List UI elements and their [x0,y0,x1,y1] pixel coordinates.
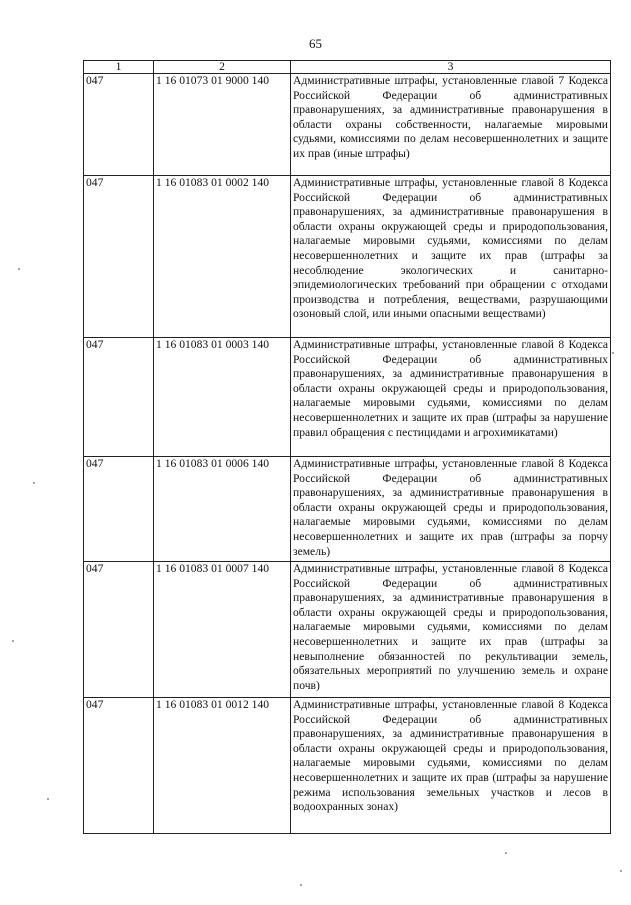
column-header-3: 3 [291,61,611,74]
administrator-code-cell: 047 [84,562,154,698]
scan-speck [12,640,14,642]
budget-code-cell: 1 16 01083 01 0012 140 [154,698,291,834]
budget-code-cell: 1 16 01083 01 0003 140 [154,338,291,457]
table-row [84,74,611,176]
column-header-2: 2 [154,61,291,74]
administrator-code-cell: 047 [84,698,154,834]
column-header-1: 1 [84,61,154,74]
description-cell: Административные штрафы, установленные главой 8 Кодекса Российской Федерации об административных правонарушениях, за административные правонарушения в области охраны окружающей среды и природопользования, налагаемые мировыми судьями, комиссиями по делам несовершеннолетних и защите их прав (штрафы за нарушение режима использования земельных участков и лесов в водоохранных зонах) [291,698,611,834]
description-cell: Административные штрафы, установленные главой 8 Кодекса Российской Федерации об административных правонарушениях, за административные правонарушения в области охраны окружающей среды и природопользования, налагаемые мировыми судьями, комиссиями по делам несовершеннолетних и защите их прав (штрафы за невыполнение обязанностей по рекультивации земель, обязательных мероприятий по улучшению земель и охране почв) [291,562,611,698]
table-row [84,457,611,562]
scan-speck [612,352,614,354]
description-cell: Административные штрафы, установленные главой 8 Кодекса Российской Федерации об административных правонарушениях, за административные правонарушения в области охраны окружающей среды и природопользования, налагаемые мировыми судьями, комиссиями по делам несовершеннолетних и защите их прав (штрафы за несоблюдение экологических и санитарно-эпидемиологических требований при обращении с отходами производства и потребления, веществами, разрушающими озоновый слой, или иными опасными веществами) [291,176,611,338]
budget-code-cell: 1 16 01083 01 0002 140 [154,176,291,338]
table-row [84,176,611,338]
administrator-code-cell: 047 [84,74,154,176]
budget-code-cell: 1 16 01083 01 0006 140 [154,457,291,562]
administrator-code-cell: 047 [84,176,154,338]
table-row [84,338,611,457]
administrator-code-cell: 047 [84,457,154,562]
table-row [84,562,611,698]
scan-speck [620,870,622,872]
administrator-code-cell: 047 [84,338,154,457]
scan-speck [505,852,507,854]
scan-speck [33,482,35,484]
table-header-row [84,61,611,74]
page-number: 65 [309,36,322,51]
description-cell: Административные штрафы, установленные главой 7 Кодекса Российской Федерации об административных правонарушениях, за административные правонарушения в области охраны собственности, налагаемые мировыми судьями, комиссиями по делам несовершеннолетних и защите их прав (иные штрафы) [291,74,611,176]
scan-speck [300,884,302,886]
table-row [84,698,611,834]
scan-speck [18,268,20,270]
scan-speck [47,798,49,800]
description-cell: Административные штрафы, установленные главой 8 Кодекса Российской Федерации об административных правонарушениях, за административные правонарушения в области охраны окружающей среды и природопользования, налагаемые мировыми судьями, комиссиями по делам несовершеннолетних и защите их прав (штрафы за порчу земель) [291,457,611,562]
budget-code-cell: 1 16 01083 01 0007 140 [154,562,291,698]
description-cell: Административные штрафы, установленные главой 8 Кодекса Российской Федерации об административных правонарушениях, за административные правонарушения в области охраны окружающей среды и природопользования, налагаемые мировыми судьями, комиссиями по делам несовершеннолетних и защите их прав (штрафы за нарушение правил обращения с пестицидами и агрохимикатами) [291,338,611,457]
budget-code-cell: 1 16 01073 01 9000 140 [154,74,291,176]
revenue-codes-table [83,60,611,834]
